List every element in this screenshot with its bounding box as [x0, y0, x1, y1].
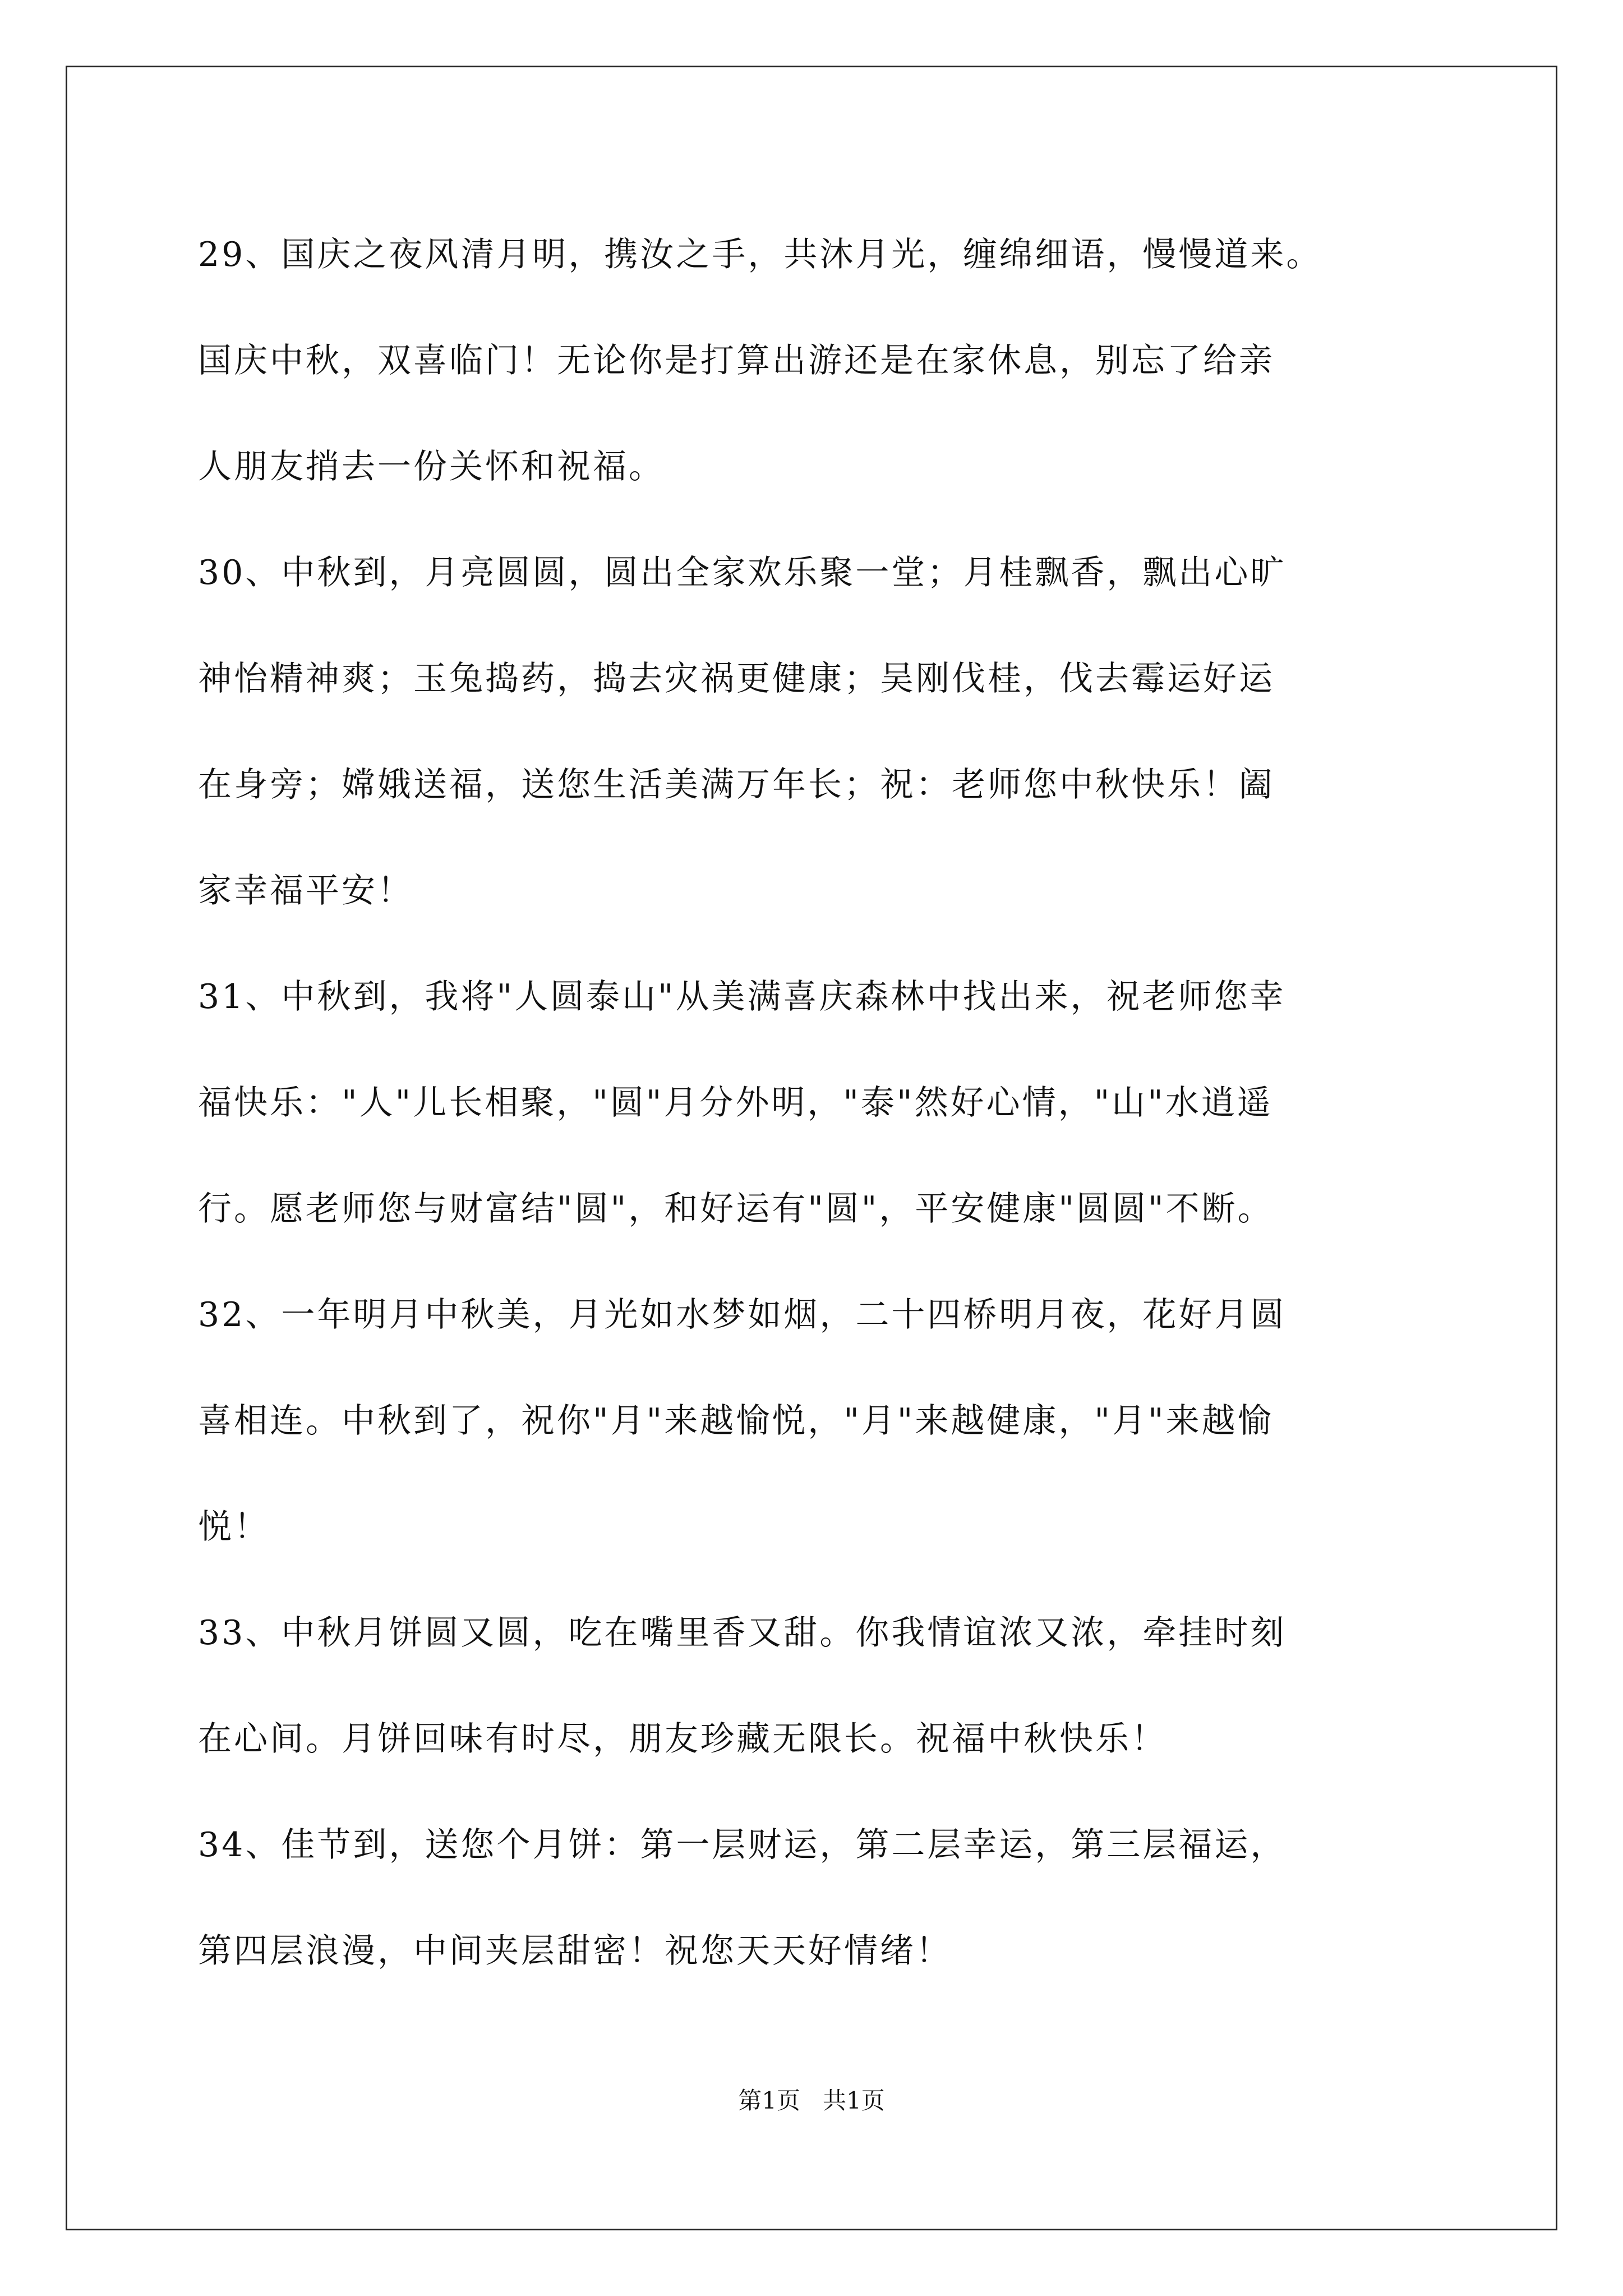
document-body: [198, 202, 1465, 2004]
text-line: 悦！: [198, 1507, 270, 1547]
text-line: 喜相连。中秋到了，祝你"月"来越愉悦，"月"来越健康，"月"来越愉: [198, 1401, 1274, 1441]
text-line: 家幸福平安！: [198, 871, 413, 910]
text-line: 32、一年明月中秋美，月光如水梦如烟，二十四桥明月夜，花好月圆: [198, 1295, 1287, 1335]
text-line: 31、中秋到，我将"人圆泰山"从美满喜庆森林中找出来，祝老师您幸: [198, 977, 1286, 1016]
text-line: 行。愿老师您与财富结"圆"，和好运有"圆"，平安健康"圆圆"不断。: [198, 1189, 1274, 1228]
page-number-footer: 第1页 共1页: [738, 2087, 885, 2114]
text-line: 人朋友捎去一份关怀和祝福。: [198, 447, 665, 486]
text-line: 30、中秋到，月亮圆圆，圆出全家欢乐聚一堂；月桂飘香，飘出心旷: [198, 553, 1287, 592]
text-line: 国庆中秋，双喜临门！无论你是打算出游还是在家休息，别忘了给亲: [198, 341, 1275, 380]
text-line: 在身旁；嫦娥送福，送您生活美满万年长；祝：老师您中秋快乐！阖: [198, 765, 1275, 804]
text-line: 29、国庆之夜风清月明，携汝之手，共沐月光，缠绵细语，慢慢道来。: [198, 235, 1322, 274]
text-line: 福快乐："人"儿长相聚，"圆"月分外明，"泰"然好心情，"山"水逍遥: [198, 1083, 1273, 1122]
text-line: 34、佳节到，送您个月饼：第一层财运，第二层幸运，第三层福运，: [198, 1825, 1287, 1865]
text-line: 神怡精神爽；玉兔捣药，捣去灾祸更健康；吴刚伐桂，伐去霉运好运: [198, 659, 1275, 698]
text-line: 在心间。月饼回味有时尽，朋友珍藏无限长。祝福中秋快乐！: [198, 1719, 1167, 1759]
text-line: 33、中秋月饼圆又圆，吃在嘴里香又甜。你我情谊浓又浓，牵挂时刻: [198, 1613, 1287, 1653]
text-line: 第四层浪漫，中间夹层甜密！祝您天天好情绪！: [198, 1931, 952, 1971]
